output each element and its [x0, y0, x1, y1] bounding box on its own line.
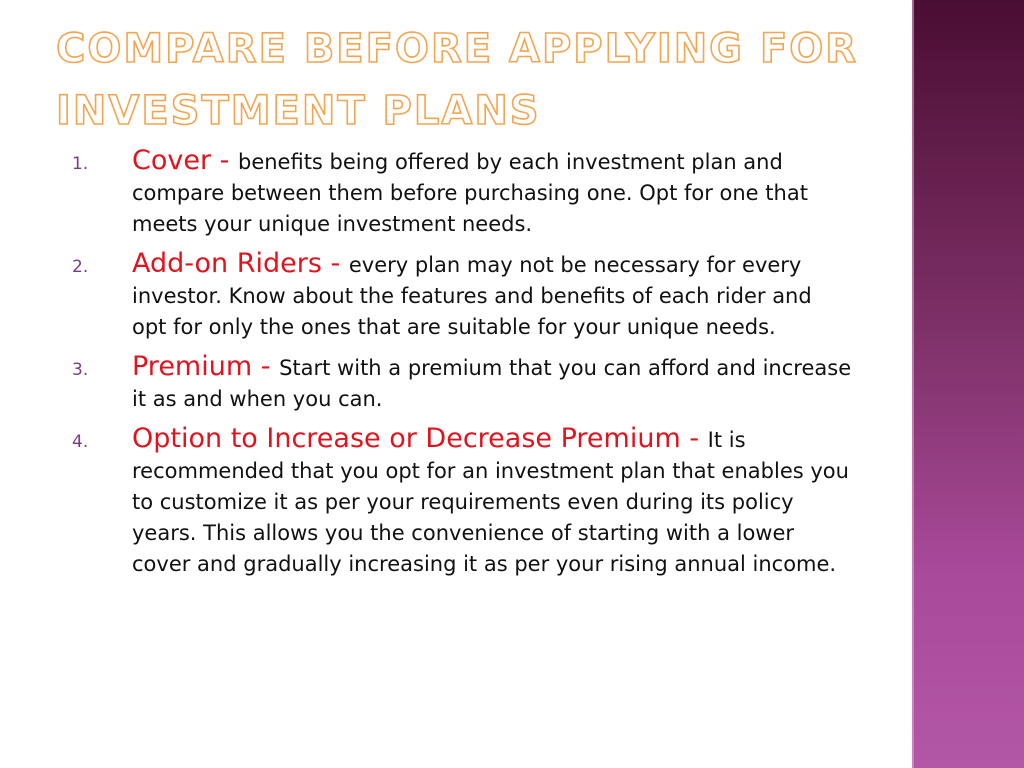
- item-dash: -: [680, 423, 708, 454]
- list-number: 1.: [72, 154, 89, 174]
- list-number: 4.: [72, 432, 89, 452]
- item-heading: Add-on Riders: [132, 248, 322, 279]
- item-body: benefits being offered by each investment plan and compare between them before purchasing one. Opt for one that meets your unique investment needs.: [132, 150, 808, 236]
- item-heading: Premium: [132, 351, 253, 382]
- list-item-text: [132, 351, 852, 415]
- list-item-text: [132, 145, 852, 240]
- item-dash: -: [321, 248, 349, 279]
- list-item-text: [132, 248, 852, 343]
- item-heading: Option to Increase or Decrease Premium: [132, 423, 681, 454]
- slide-title: COMPARE BEFORE APPLYING FOR INVESTMENT PLANS: [56, 26, 859, 134]
- item-body: It is recommended that you opt for an investment plan that enables you to customize it as per your requirements even during its policy years. This allows you the convenience of starting with a lower cover and gradually increasing it as per your rising annual income.: [132, 428, 849, 576]
- item-body: every plan may not be necessary for every investor. Know about the features and benefits of each rider and opt for only the ones that are suitable for your unique needs.: [132, 253, 812, 339]
- item-dash: -: [252, 351, 280, 382]
- item-heading: Cover: [132, 145, 212, 176]
- item-dash: -: [211, 145, 238, 176]
- list-item: [72, 351, 852, 415]
- list-item-text: [132, 423, 852, 580]
- item-body: Start with a premium that you can afford and increase it as and when you can.: [132, 356, 852, 411]
- numbered-list: [72, 145, 852, 588]
- decorative-sidebar: [912, 0, 1024, 768]
- list-item: [72, 145, 852, 240]
- list-item: [72, 248, 852, 343]
- list-item: [72, 423, 852, 580]
- list-number: 3.: [72, 360, 89, 380]
- list-number: 2.: [72, 257, 89, 277]
